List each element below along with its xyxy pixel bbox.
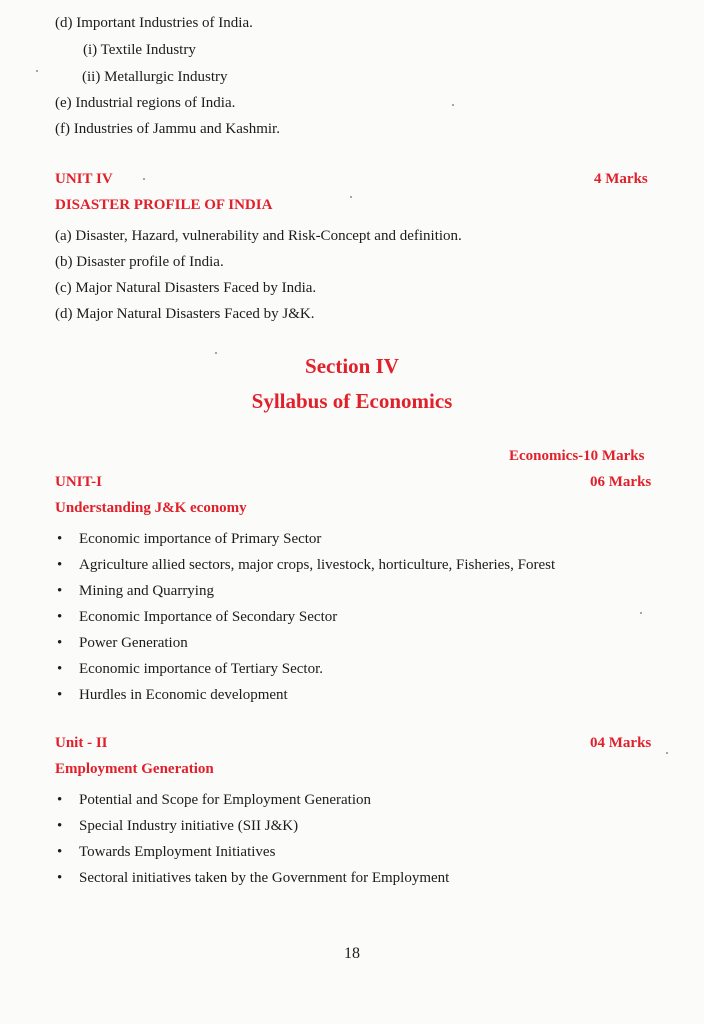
list-item-text: Economic importance of Primary Sector — [79, 531, 322, 547]
unit4-item-d: (d) Major Natural Disasters Faced by J&K. — [55, 306, 315, 322]
scan-speck — [666, 752, 668, 754]
bullet-icon: • — [57, 818, 63, 834]
unit4-marks: 4 Marks — [594, 171, 648, 187]
bullet-icon: • — [57, 792, 63, 808]
list-item-text: Sectoral initiatives taken by the Government for Employment — [79, 870, 450, 886]
list-item — [57, 817, 298, 835]
bullet-icon: • — [57, 531, 63, 547]
bullet-icon: • — [57, 583, 63, 599]
list-item — [57, 608, 337, 626]
section-title: Section IV — [305, 354, 399, 378]
list-item-text: Potential and Scope for Employment Generation — [79, 792, 372, 808]
list-item-text: Economic Importance of Secondary Sector — [79, 609, 338, 625]
list-item — [57, 791, 371, 809]
list-item-text: Towards Employment Initiatives — [79, 844, 276, 860]
unit3-item-i: (i) Textile Industry — [83, 42, 196, 58]
unit3-item-f: (f) Industries of Jammu and Kashmir. — [55, 121, 280, 137]
list-item-text: Mining and Quarrying — [79, 583, 214, 599]
unit4-title: DISASTER PROFILE OF INDIA — [55, 197, 273, 213]
unit3-item-e: (e) Industrial regions of India. — [55, 95, 236, 111]
unit-i-title: Understanding J&K economy — [55, 500, 247, 516]
bullet-icon: • — [57, 609, 63, 625]
bullet-icon: • — [57, 557, 63, 573]
unit3-item-ii: (ii) Metallurgic Industry — [82, 69, 228, 85]
unit-ii-title: Employment Generation — [55, 761, 214, 777]
list-item — [57, 843, 275, 861]
list-item-text: Hurdles in Economic development — [79, 687, 288, 703]
list-item — [57, 660, 323, 678]
unit4-heading: UNIT IV — [55, 171, 113, 187]
list-item — [57, 634, 188, 652]
unit4-item-a: (a) Disaster, Hazard, vulnerability and Risk-Concept and definition. — [55, 228, 462, 244]
bullet-icon: • — [57, 661, 63, 677]
list-item-text: Agriculture allied sectors, major crops, livestock, horticulture, Fisheries, Forest — [79, 557, 556, 573]
list-item-text: Power Generation — [79, 635, 188, 651]
unit3-item-d: (d) Important Industries of India. — [55, 15, 253, 31]
list-item — [57, 582, 214, 600]
bullet-icon: • — [57, 870, 63, 886]
list-item — [57, 869, 449, 887]
scan-speck — [36, 70, 38, 72]
unit4-item-b: (b) Disaster profile of India. — [55, 254, 224, 270]
bullet-icon: • — [57, 635, 63, 651]
unit4-item-c: (c) Major Natural Disasters Faced by India. — [55, 280, 317, 296]
list-item — [57, 556, 555, 574]
unit-i-marks: 06 Marks — [590, 474, 652, 490]
bullet-icon: • — [57, 687, 63, 703]
section-subtitle: Syllabus of Economics — [251, 389, 453, 413]
scan-speck — [350, 196, 352, 198]
scan-speck — [452, 104, 454, 106]
list-item — [57, 530, 321, 548]
bullet-icon: • — [57, 844, 63, 860]
scan-speck — [215, 352, 217, 354]
unit-ii-marks: 04 Marks — [590, 735, 652, 751]
economics-marks: Economics-10 Marks — [509, 448, 645, 464]
unit-i-heading: UNIT-I — [55, 474, 102, 490]
list-item-text: Economic importance of Tertiary Sector. — [79, 661, 324, 677]
unit-ii-heading: Unit - II — [55, 735, 108, 751]
page-number: 18 — [344, 945, 360, 962]
list-item — [57, 686, 288, 704]
scan-speck — [143, 178, 145, 180]
list-item-text: Special Industry initiative (SII J&K) — [79, 818, 299, 834]
scan-speck — [640, 612, 642, 614]
